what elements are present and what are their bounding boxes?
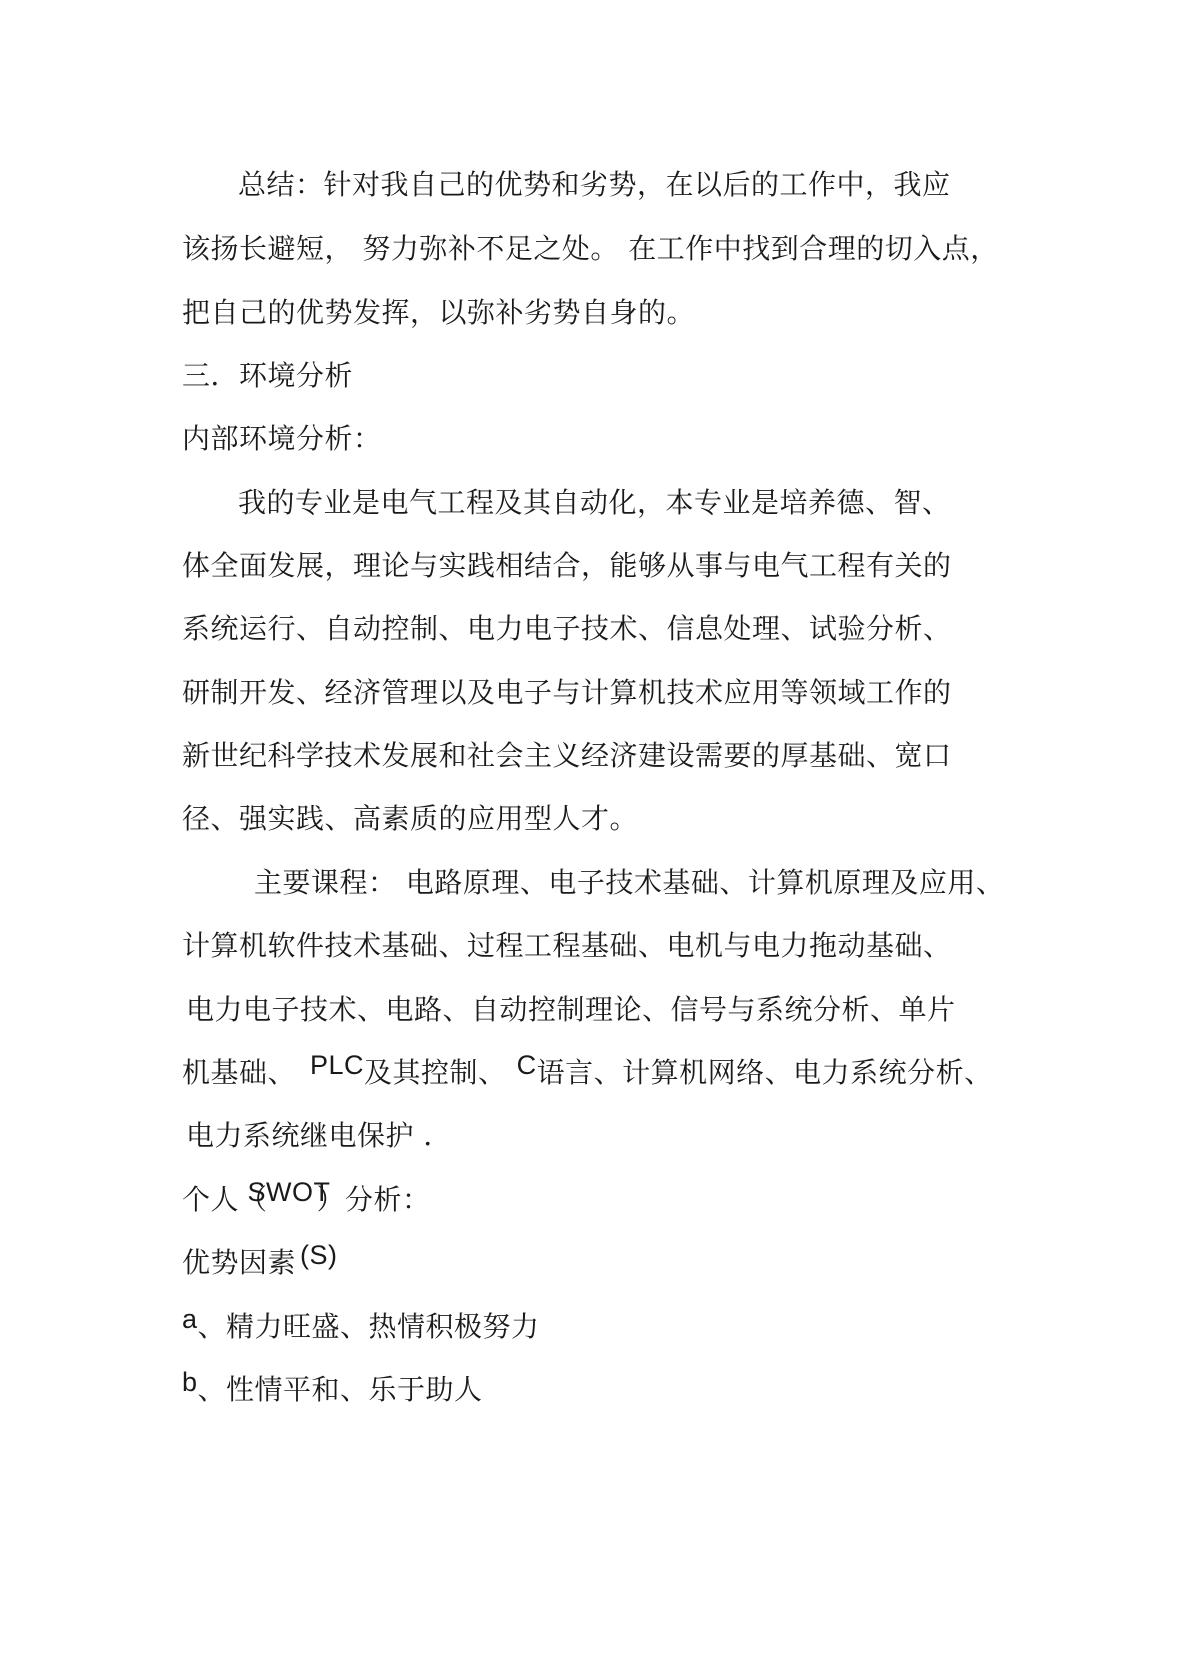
summary-line-1: 总结：针对我自己的优势和劣势，在以后的工作中，我应 [238,168,951,201]
strength-item-a-text: 、精力旺盛、热情积极努力 [197,1310,540,1343]
courses-line-5: 电力系统继电保护 ． [186,1119,452,1152]
courses-line-3: 电力电子技术、电路、自动控制理论、信号与系统分析、单片 [186,993,956,1026]
section-heading: 三．环境分析 [182,359,354,392]
strength-item-a [182,1304,540,1344]
courses-line-2: 计算机软件技术基础、过程工程基础、电机与电力拖动基础、 [182,929,952,962]
major-line-5: 新世纪科学技术发展和社会主义经济建设需要的厚基础、宽口 [182,739,952,772]
strength-item-a-letter: a [182,1304,198,1334]
major-line-6: 径、强实践、高素质的应用型人才。 [182,802,639,835]
strength-item-b-letter: b [182,1367,198,1397]
courses-line-4-e: 语言、计算机网络、电力系统分析、 [536,1056,993,1089]
swot-heading-c: ）分析： [316,1183,431,1216]
swot-heading-b: SWOT [247,1177,331,1207]
internal-heading: 内部环境分析： [182,422,382,455]
summary-line-2: 该扬长避短， 努力弥补不足之处。 在工作中找到合理的切入点， [182,232,999,265]
strength-item-b-text: 、性情平和、乐于助人 [197,1373,483,1406]
courses-line-1: 主要课程： 电路原理、电子技术基础、计算机原理及应用、 [254,866,1005,899]
major-line-3: 系统运行、自动控制、电力电子技术、信息处理、试验分析、 [182,612,952,645]
strength-heading-b: (S) [300,1240,338,1270]
strength-heading-a: 优势因素 [182,1246,297,1279]
courses-plc: PLC [310,1050,365,1080]
courses-line-4-c: 及其控制、 [364,1056,507,1089]
strength-heading [182,1240,338,1280]
swot-heading [182,1177,431,1217]
major-line-2: 体全面发展，理论与实践相结合，能够从事与电气工程有关的 [182,549,952,582]
courses-line-4-a: 机基础、 [182,1056,297,1089]
courses-line-4 [182,1050,993,1090]
strength-item-b [182,1367,483,1407]
courses-c-language: C [516,1050,537,1080]
major-line-4: 研制开发、经济管理以及电子与计算机技术应用等领域工作的 [182,676,952,709]
swot-heading-a: 个人（ [182,1183,268,1216]
summary-line-3: 把自己的优势发挥，以弥补劣势自身的。 [182,296,696,329]
major-line-1: 我的专业是电气工程及其自动化，本专业是培养德、智、 [238,486,951,519]
